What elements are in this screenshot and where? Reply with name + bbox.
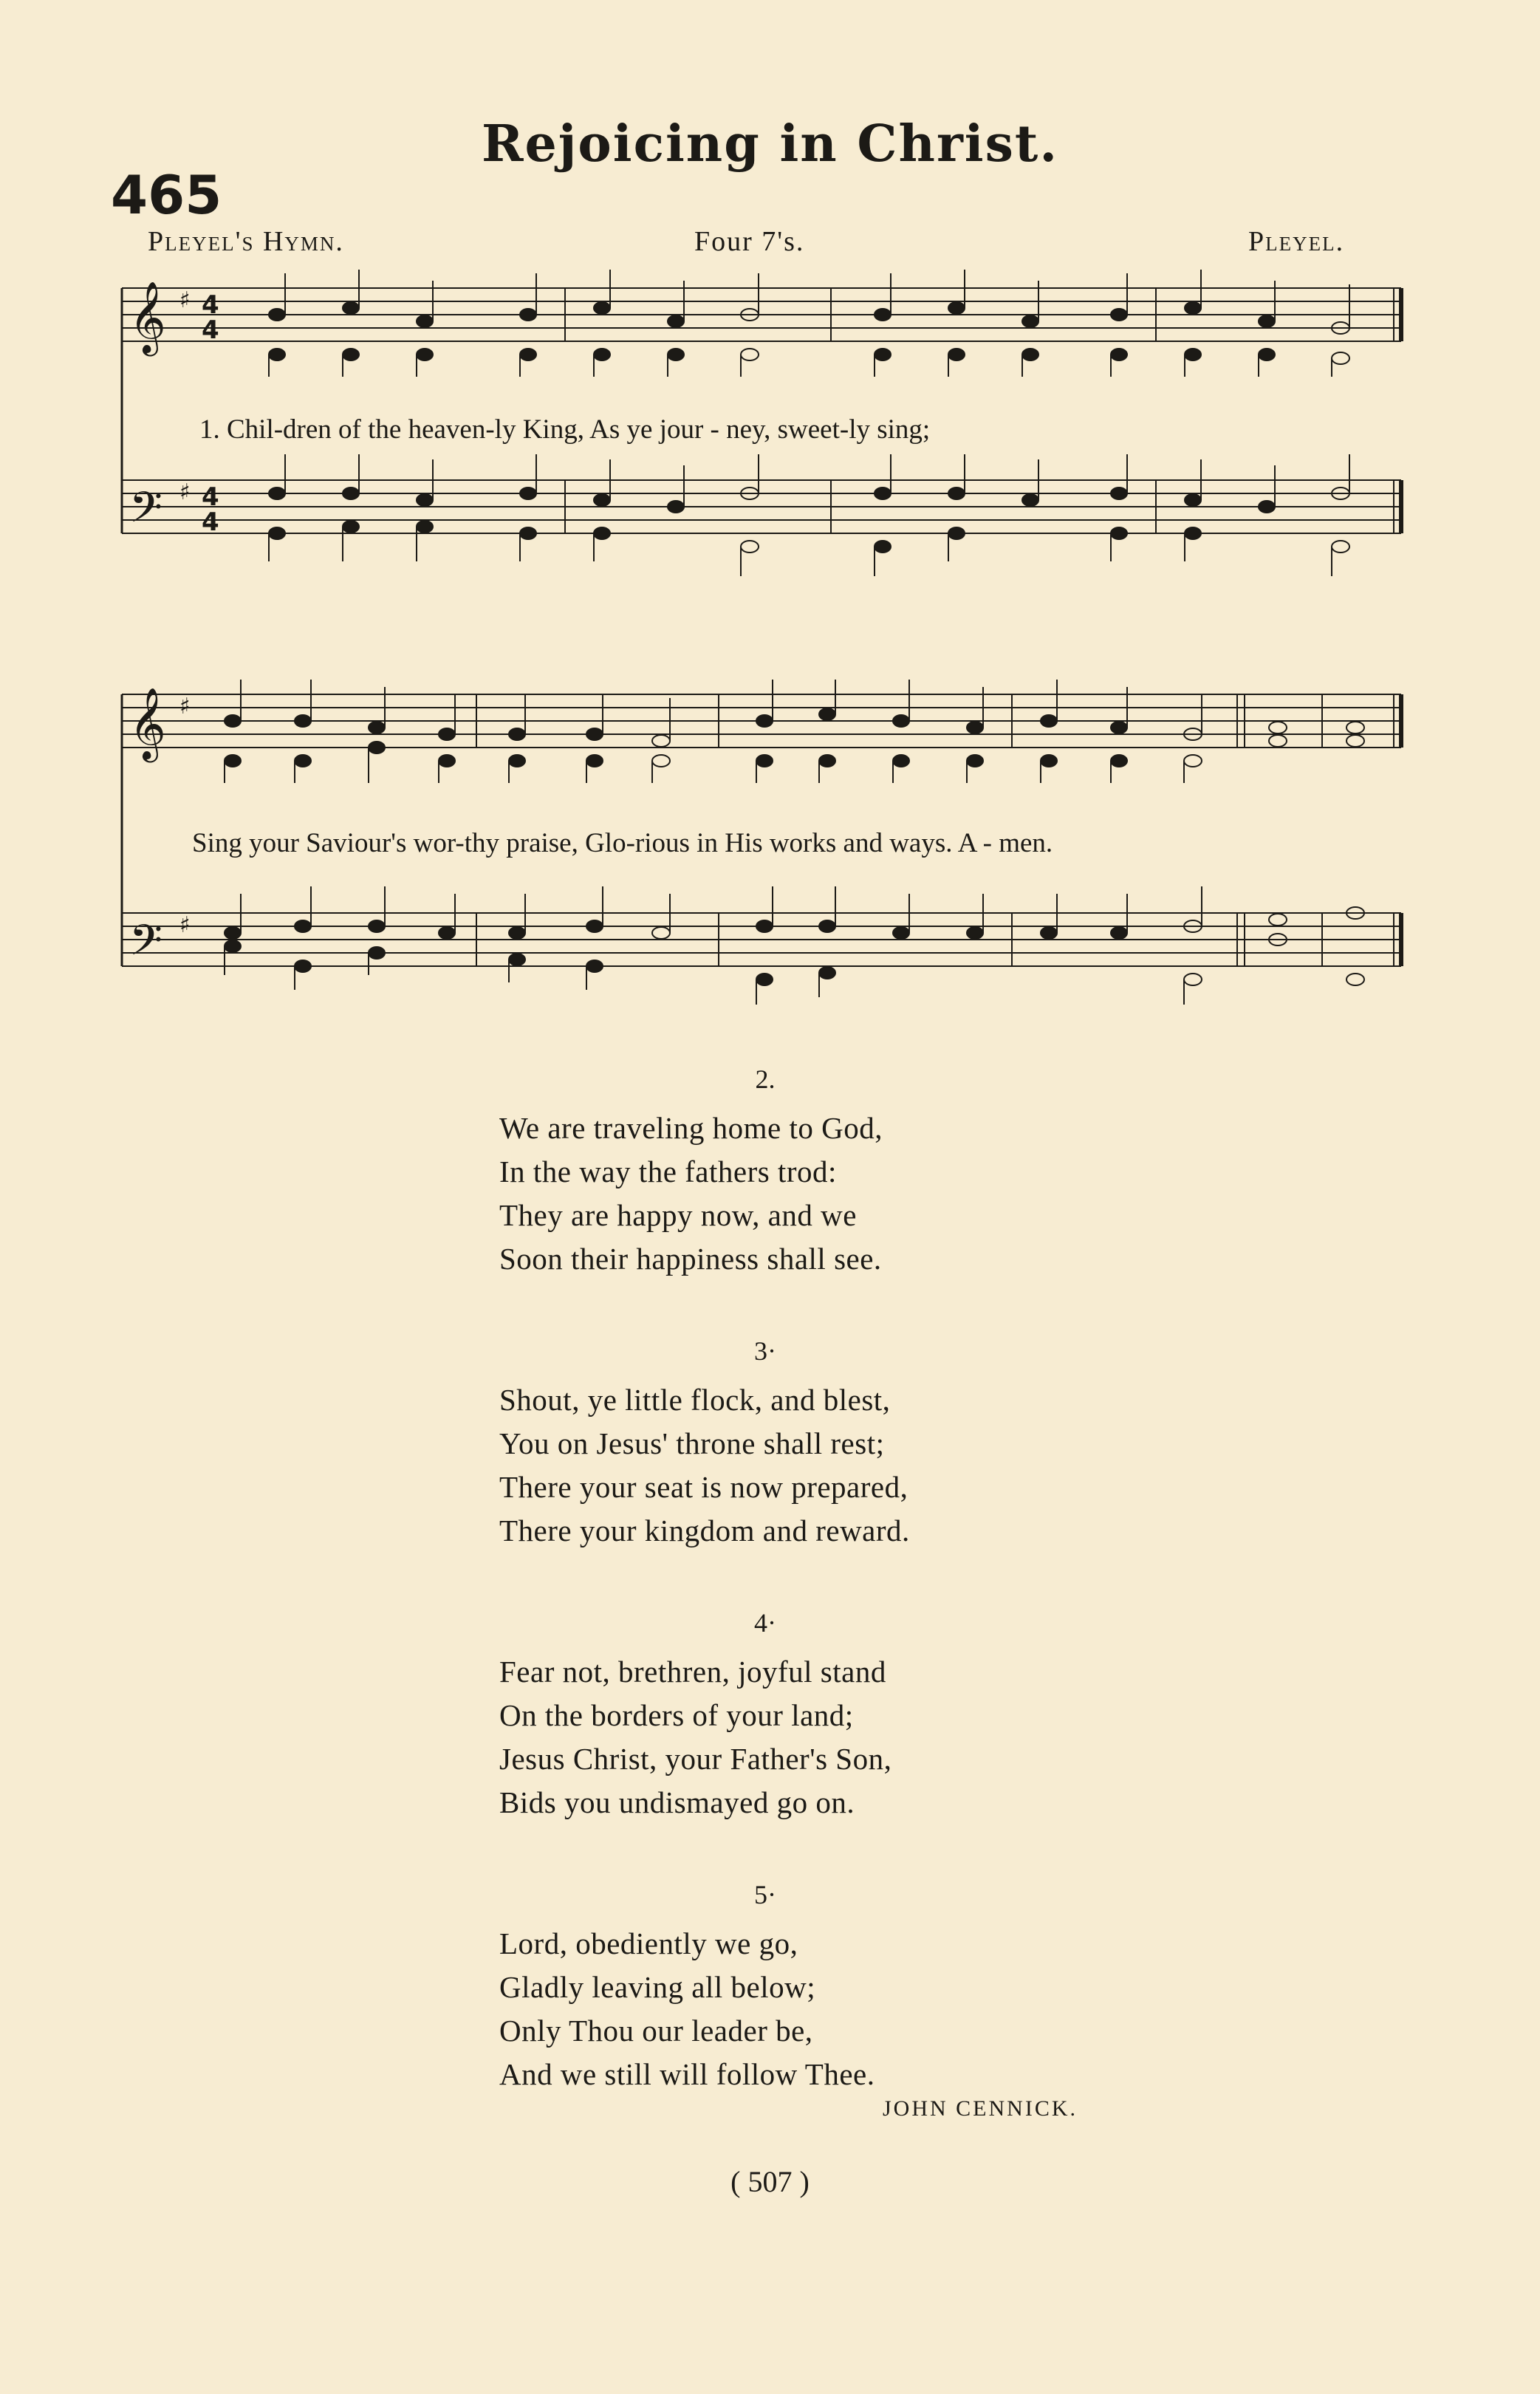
verse-line: Only Thou our leader be,	[499, 2014, 813, 2048]
svg-text:𝄢: 𝄢	[129, 482, 163, 543]
composer-name: Pleyel.	[1248, 226, 1345, 257]
stanza-number: 5·	[754, 1880, 776, 1909]
svg-text:♯: ♯	[179, 912, 191, 938]
stanza-number: 2.	[755, 1064, 776, 1094]
verse-line: Shout, ye little flock, and blest,	[499, 1383, 891, 1417]
stanza-3	[499, 1335, 1090, 1553]
svg-text:♯: ♯	[179, 479, 191, 505]
stanza-2	[499, 1064, 1090, 1281]
svg-text:4: 4	[202, 315, 219, 345]
verse-line: There your kingdom and reward.	[499, 1514, 910, 1547]
stanza-number: 4·	[754, 1608, 776, 1638]
hymn-number: 465	[111, 164, 222, 226]
verse-line: Fear not, brethren, joyful stand	[499, 1655, 886, 1689]
verse-line: Gladly leaving all below;	[499, 1970, 816, 2004]
verse-line: They are happy now, and we	[499, 1198, 857, 1232]
svg-text:𝄢: 𝄢	[129, 915, 163, 976]
svg-text:♯: ♯	[179, 694, 191, 719]
verse-line: On the borders of your land;	[499, 1698, 854, 1732]
verse-line: Bids you undismayed go on.	[499, 1785, 855, 1819]
verse-line: Lord, obediently we go,	[499, 1926, 798, 1960]
lyrics-line-2: Sing your Saviour's wor-thy praise, Glo-rious in His works and ways. A - men.	[192, 828, 1053, 858]
author-credit: JOHN CENNICK.	[883, 2096, 1078, 2121]
meter: Four 7's.	[694, 226, 805, 257]
verse-line: Soon their happiness shall see.	[499, 1242, 882, 1276]
verse-line: Jesus Christ, your Father's Son,	[499, 1742, 892, 1776]
verse-line: We are traveling home to God,	[499, 1111, 883, 1145]
page-number: ( 507 )	[730, 2165, 810, 2198]
svg-text:𝄞: 𝄞	[129, 687, 166, 759]
hymn-title: Rejoicing in Christ.	[482, 114, 1058, 174]
tune-name: Pleyel's Hymn.	[148, 226, 344, 257]
stanza-5	[499, 1879, 1090, 2096]
verse-line: And we still will follow Thee.	[499, 2057, 875, 2091]
svg-text:4: 4	[202, 290, 219, 320]
svg-text:♯: ♯	[179, 287, 191, 313]
lyrics-line-1: 1. Chil-dren of the heaven-ly King, As ye jour - ney, sweet-ly sing;	[199, 414, 931, 445]
music-system-2	[114, 680, 1409, 1005]
verse-line: There your seat is now prepared,	[499, 1470, 908, 1504]
verse-line: You on Jesus' throne shall rest;	[499, 1426, 885, 1460]
verses	[499, 1064, 1090, 2151]
verse-line: In the way the fathers trod:	[499, 1155, 837, 1189]
music-system-1	[114, 266, 1409, 591]
svg-text:𝄞: 𝄞	[129, 281, 166, 353]
svg-text:4: 4	[202, 507, 219, 537]
stanza-number: 3·	[754, 1336, 776, 1366]
stanza-4	[499, 1607, 1090, 1824]
svg-text:4: 4	[202, 482, 219, 512]
